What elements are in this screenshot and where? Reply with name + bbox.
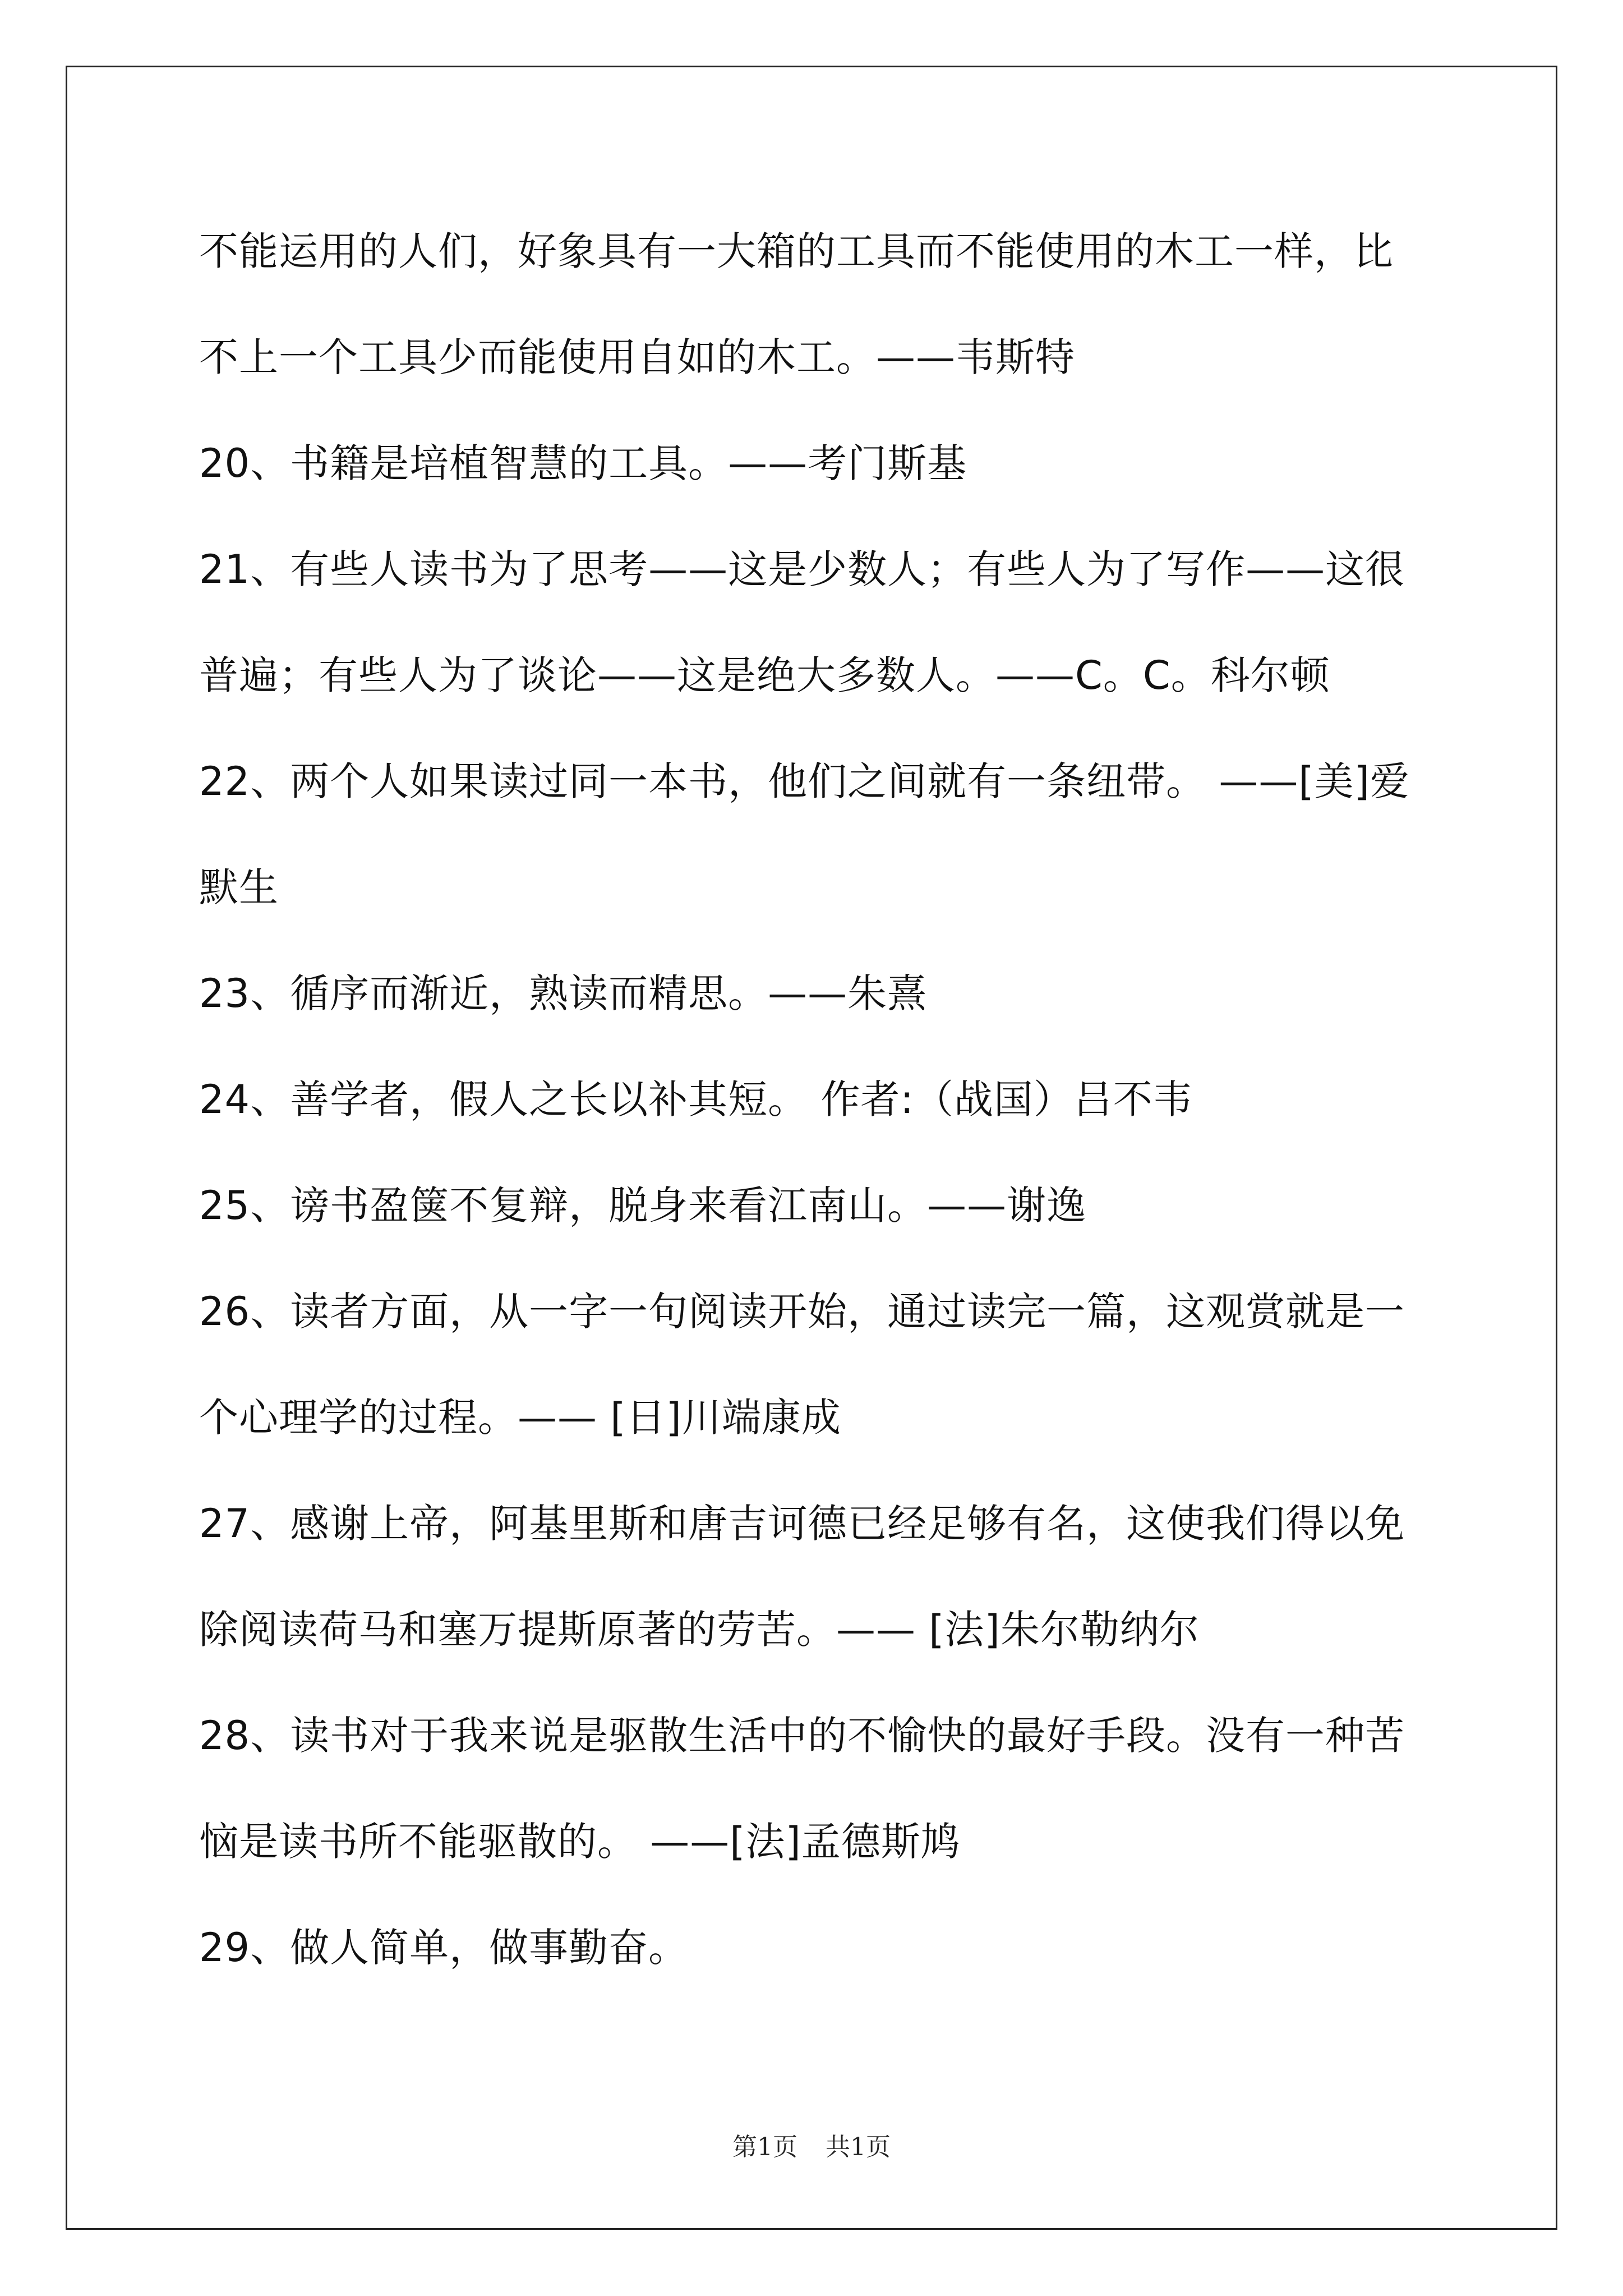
- text-line: 默生: [199, 864, 279, 910]
- page-number-current: 第1页: [732, 2133, 797, 2161]
- page-footer: [0, 2131, 1623, 2164]
- text-line: 22、两个人如果读过同一本书，他们之间就有一条纽带。 ——[美]爱: [199, 758, 1410, 804]
- text-line: 20、书籍是培植智慧的工具。——考门斯基: [199, 440, 967, 486]
- text-line: 不上一个工具少而能使用自如的木工。——韦斯特: [199, 334, 1075, 380]
- text-line: 26、读者方面，从一字一句阅读开始，通过读完一篇，这观赏就是一: [199, 1289, 1405, 1335]
- text-line: 恼是读书所不能驱散的。 ——[法]孟德斯鸠: [199, 1819, 961, 1865]
- text-line: 23、循序而渐近，熟读而精思。——朱熹: [199, 970, 928, 1016]
- text-line: 28、读书对于我来说是驱散生活中的不愉快的最好手段。没有一种苦: [199, 1713, 1405, 1759]
- text-line: 不能运用的人们，好象具有一大箱的工具而不能使用的木工一样，比: [199, 228, 1394, 274]
- text-line: 除阅读荷马和塞万提斯原著的劳苦。—— [法]朱尔勒纳尔: [199, 1607, 1200, 1653]
- text-line: 21、有些人读书为了思考——这是少数人；有些人为了写作——这很: [199, 546, 1405, 592]
- text-line: 个心理学的过程。—— [日]川端康成: [199, 1395, 841, 1441]
- text-line: 29、做人简单，做事勤奋。: [199, 1925, 689, 1971]
- text-line: 27、感谢上帝，阿基里斯和唐吉诃德已经足够有名，这使我们得以免: [199, 1501, 1405, 1547]
- text-line: 普遍；有些人为了谈论——这是绝大多数人。——C。C。科尔顿: [199, 652, 1330, 698]
- page-number-total: 共1页: [826, 2133, 891, 2161]
- text-line: 25、谤书盈箧不复辩，脱身来看江南山。——谢逸: [199, 1182, 1087, 1228]
- document-body: [199, 223, 1438, 2026]
- text-line: 24、善学者，假人之长以补其短。 作者:（战国）吕不韦: [199, 1076, 1193, 1122]
